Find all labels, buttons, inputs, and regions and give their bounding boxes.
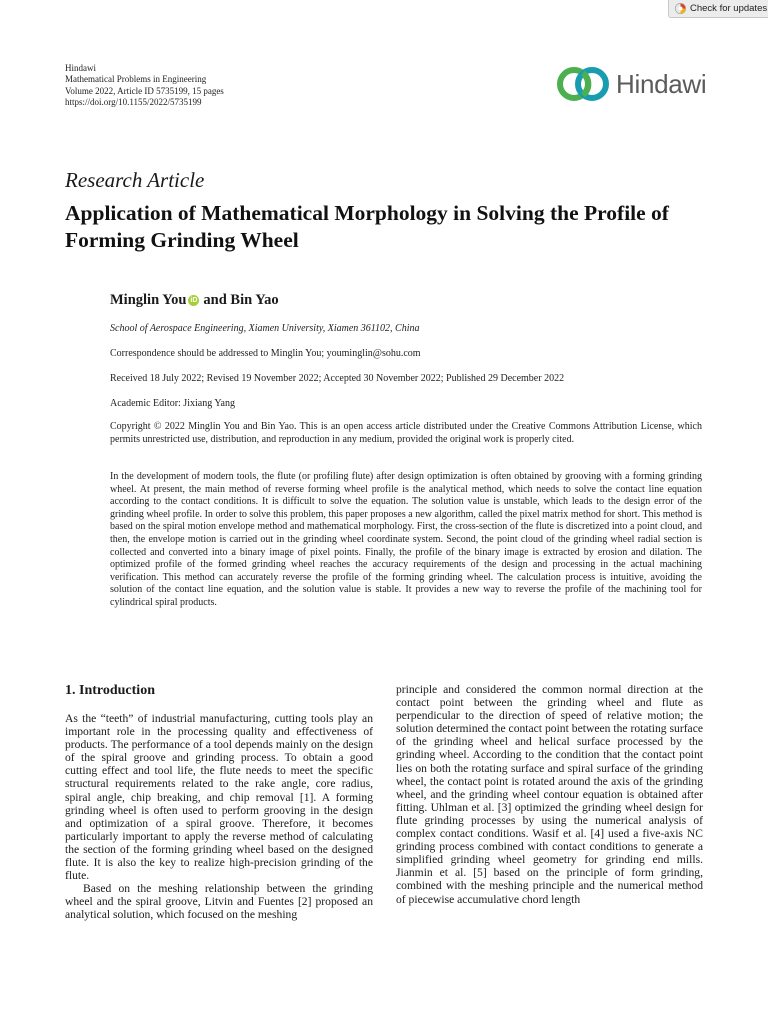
paragraph: As the “teeth” of industrial manufacturing, cutting tools play an important role in the processing quality and effectiveness of products. The performance of a tool depends mainly on the design of the spiral groove and grinding process. To obtain a good cutting effect and tool life, the flute needs to meet the specific structural requirements related to the rake angle, core radius, spiral angle, chip breaking, and chip removal [1]. A forming grinding wheel is often used to perform grooving in the design and optimization of a spiral groove. Therefore, it becomes particularly important to apply the reverse method of calculating the section of the forming grinding wheel based on the designed flute. It is also the key to realize high-precision grinding of the flute. <box>65 712 373 883</box>
logo-wordmark: Hindawi <box>616 68 707 99</box>
copyright-notice: Copyright © 2022 Minglin You and Bin Yao. This is an open access article distributed under the Creative Commons Attribution License, which permits unrestricted use, distribution, and reproduction in any medium, provided the original work is properly cited. <box>110 421 702 445</box>
affiliation: School of Aerospace Engineering, Xiamen University, Xiamen 361102, China <box>110 323 420 334</box>
journal-name: Mathematical Problems in Engineering <box>65 74 207 85</box>
paragraph: principle and considered the common normal direction at the contact point between the grinding wheel and flute as perpendicular to the direction of speed of relative motion; the solution determined the contact point between the rotating surface of the grinding wheel and helical surface processed by the grinding wheel. According to the condition that the contact point lies on both the rotating surface and spiral surface of the grinding wheel, the contact point is rotated around the axis of the grinding wheel, and the grinding wheel contour equation is obtained after fitting. Uhlman et al. [3] optimized the grinding wheel design for flute grinding processes by using the numerical analysis of complex contact conditions. Wasif et al. [4] used a five-axis NC grinding process combined with contact conditions to generate a simplified grinding wheel geometry for grinding end mills. Jianmin et al. [5] based on the principle of form grinding, combined with the meshing principle and the numerical method of piecewise accumulative chord length <box>396 683 703 906</box>
hindawi-logo <box>556 61 716 107</box>
crossmark-icon <box>675 3 686 14</box>
doi-link[interactable]: https://doi.org/10.1155/2022/5735199 <box>65 97 202 108</box>
correspondence: Correspondence should be addressed to Minglin You; youminglin@sohu.com <box>110 348 421 359</box>
coauthor-name: and Bin Yao <box>203 292 279 308</box>
body-column-left <box>65 712 373 922</box>
volume-line: Volume 2022, Article ID 5735199, 15 pages <box>65 85 224 96</box>
academic-editor: Academic Editor: Jixiang Yang <box>110 398 235 409</box>
section-heading: 1. Introduction <box>65 683 155 698</box>
article-title: Application of Mathematical Morphology in Solving the Profile of Forming Grinding Wheel <box>65 201 669 252</box>
check-for-updates-button[interactable] <box>668 0 768 18</box>
orcid-icon[interactable]: iD <box>190 297 198 304</box>
hindawi-logo-icon <box>556 64 610 104</box>
author-name[interactable]: Minglin You <box>110 292 187 308</box>
body-column-right <box>396 683 703 906</box>
paragraph: Based on the meshing relationship between the grinding wheel and the spiral groove, Litvin and Fuentes [2] proposed an analytical solution, which focused on the meshing <box>65 882 373 922</box>
article-metadata <box>65 63 224 109</box>
article-type: Research Article <box>65 168 205 192</box>
author-line <box>110 292 279 309</box>
check-for-updates-label: Check for updates <box>690 3 768 14</box>
abstract: In the development of modern tools, the flute (or profiling flute) after design optimization is often obtained by grooving with a forming grinding wheel. At present, the main method of reverse forming wheel profile is the analytical method, which needs to solve the contact line equation according to the contact conditions. It is difficult to solve the equation. The solution value is unstable, which leads to the design error of the grinding wheel profile. In order to solve this problem, this paper proposes a new algorithm, called the pixel matrix method for short. This method is based on the spiral motion envelope method and mathematical morphology. First, the cross-section of the flute is discretized into a point cloud, and then, the envelope motion is carried out in the grinding wheel coordinate system. Second, the point cloud of the grinding wheel radial section is collected and converted into a binary image of pixel points. Finally, the profile of the binary image is extracted by erosion and dilation. The optimized profile of the formed grinding wheel reaches the accuracy requirements of the design and processing in the actual machining verification. This method can accurately reverse the profile of the forming grinding wheel. The calculation process is intuitive, avoiding the solution of the contact line equation, and the solution value is stable. It provides a new way to reverse the profile of the machining tool for cylindrical spiral products. <box>110 471 702 608</box>
publisher-name: Hindawi <box>65 63 96 73</box>
publication-dates: Received 18 July 2022; Revised 19 November 2022; Accepted 30 November 2022; Published 29 December 2022 <box>110 373 565 384</box>
